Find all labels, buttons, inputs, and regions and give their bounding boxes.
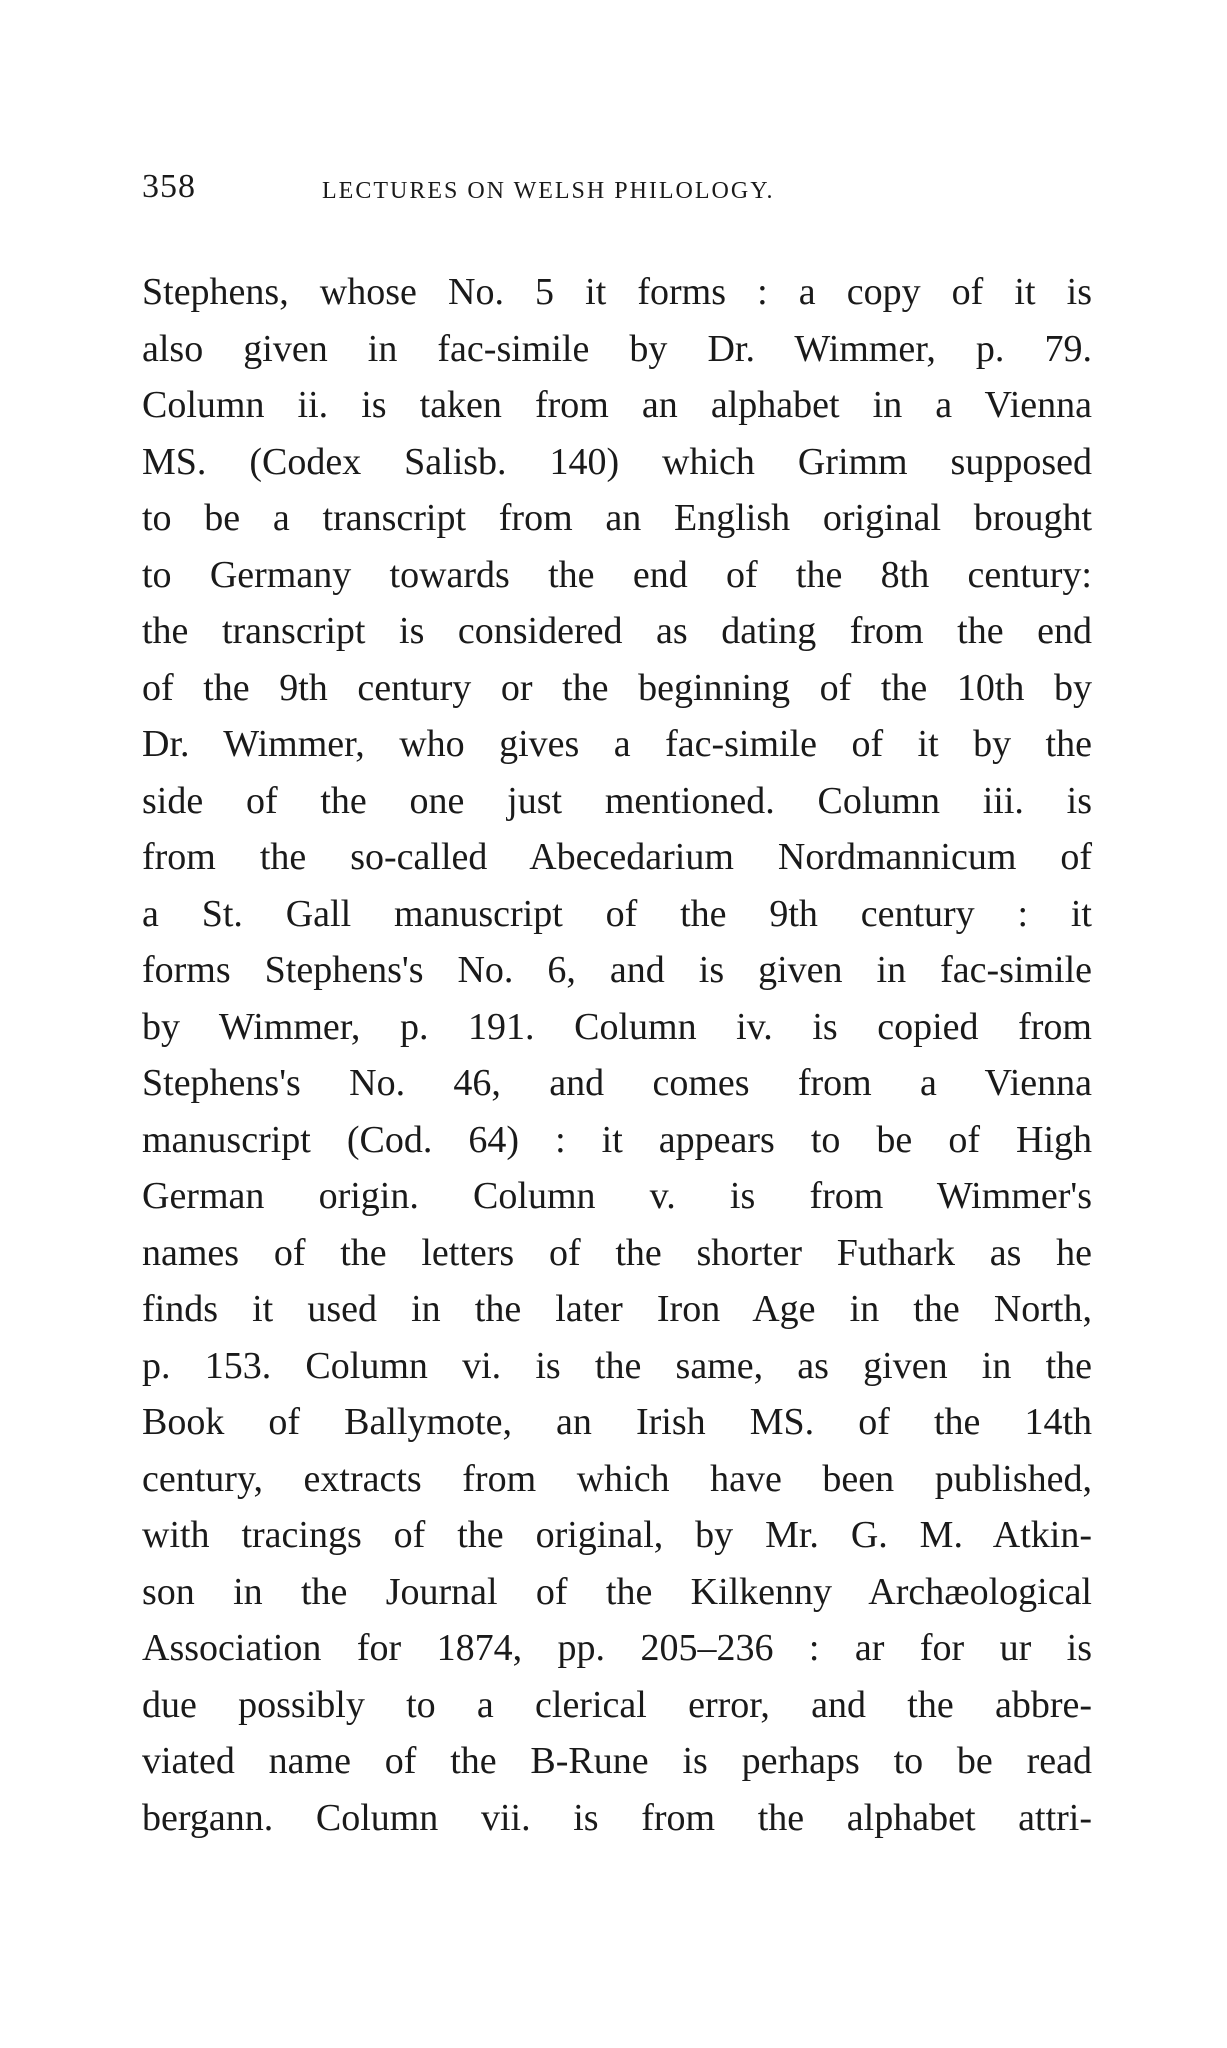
text-line-1: Stephens, whose No. 5 it forms : a copy of it is [142,271,1092,313]
body-text [142,264,1092,1846]
page-number: 358 [142,168,196,205]
text-line-22: century, extracts from which have been published, [142,1457,1092,1500]
text-line-7: the transcript is considered as dating from the end [142,610,1092,652]
text-line-13: forms Stephens's No. 6, and is given in fac-simile [142,949,1092,991]
text-line-10: side of the one just mentioned. Column iii. is [142,779,1092,822]
text-line-15: Stephens's No. 46, and comes from a Vienna [142,1062,1092,1104]
text-line-9: Dr. Wimmer, who gives a fac-simile of it by the [142,723,1092,765]
text-line-23: with tracings of the original, by Mr. G. M. Atkin- [142,1514,1092,1556]
text-line-18: names of the letters of the shorter Futhark as he [142,1231,1092,1274]
text-line-12: a St. Gall manuscript of the 9th century : it [142,892,1092,935]
text-line-16: manuscript (Cod. 64) : it appears to be of High [142,1118,1092,1161]
text-line-26: due possibly to a clerical error, and the abbre- [142,1683,1092,1726]
text-line-6: to Germany towards the end of the 8th century: [142,553,1092,596]
text-line-11: from the so-called Abecedarium Nordmannicum of [142,836,1092,878]
text-line-8: of the 9th century or the beginning of the 10th by [142,666,1092,709]
text-line-14: by Wimmer, p. 191. Column iv. is copied from [142,1005,1092,1048]
text-line-28: bergann. Column vii. is from the alphabet attri- [142,1796,1092,1839]
text-line-20: p. 153. Column vi. is the same, as given in the [142,1344,1092,1387]
text-line-3: Column ii. is taken from an alphabet in a Vienna [142,384,1092,426]
text-line-19: finds it used in the later Iron Age in the North, [142,1288,1092,1330]
text-line-25: Association for 1874, pp. 205–236 : ar for ur is [142,1627,1092,1669]
text-line-5: to be a transcript from an English original brought [142,497,1092,539]
text-line-4: MS. (Codex Salisb. 140) which Grimm supposed [142,440,1092,483]
text-line-17: German origin. Column v. is from Wimmer's [142,1175,1092,1217]
text-line-24: son in the Journal of the Kilkenny Archæological [142,1570,1092,1613]
running-title: LECTURES ON WELSH PHILOLOGY. [322,178,775,204]
text-line-21: Book of Ballymote, an Irish MS. of the 14th [142,1401,1092,1443]
text-line-27: viated name of the B-Rune is perhaps to be read [142,1740,1092,1782]
text-line-2: also given in fac-simile by Dr. Wimmer, p. 79. [142,327,1092,370]
running-head [142,168,1092,218]
